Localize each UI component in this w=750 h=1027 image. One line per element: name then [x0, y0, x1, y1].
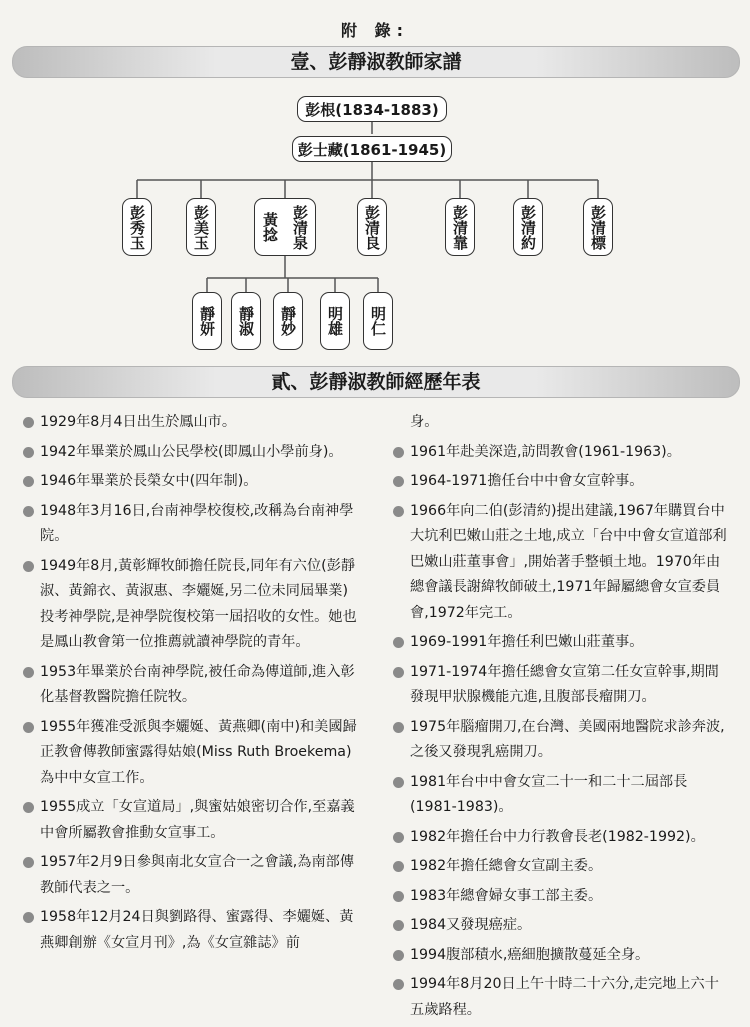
- timeline-item: 1964-1971擔任台中中會女宣幹事。: [392, 469, 732, 495]
- timeline-item: 1929年8月4日出生於鳳山市。: [22, 410, 362, 436]
- timeline-item: 1994年8月20日上午十時二十六分,走完地上六十五歲路程。: [392, 972, 732, 1023]
- timeline-item: 1961年赴美深造,訪問教會(1961-1963)。: [392, 440, 732, 466]
- timeline-item: 1982年擔任台中力行教會長老(1982-1992)。: [392, 825, 732, 851]
- timeline-item: 1984又發現癌症。: [392, 913, 732, 939]
- timeline-item: 1966年向二伯(彭清約)提出建議,1967年購買台中大坑利巴嫩山莊之土地,成立「台中中會女宣道部利巴嫩山莊董事會」,開始著手整頓土地。1970年由總會議長謝緯牧師破土,1971年歸屬總會女宣委員會,1972年完工。: [392, 499, 732, 627]
- tree-node-root: 彭根(1834-1883): [297, 96, 447, 122]
- tree-node-child: 彭清約: [513, 198, 543, 256]
- tree-node-grandchild: 明仁: [363, 292, 393, 350]
- appendix-heading: 附 錄:: [341, 21, 409, 40]
- family-tree-title: 壹、彭靜淑教師家譜: [12, 46, 740, 78]
- timeline-item: 1958年12月24日與劉路得、蜜露得、李孋娫、黃燕卿創辦《女宣月刊》,為《女宣雜誌》前: [22, 905, 362, 956]
- timeline-continuation: 身。: [410, 414, 439, 430]
- timeline-item: 1953年畢業於台南神學院,被任命為傳道師,進入彰化基督教醫院擔任院牧。: [22, 660, 362, 711]
- timeline-item: 1981年台中中會女宣二十一和二十二屆部長(1981-1983)。: [392, 770, 732, 821]
- timeline-item: 1942年畢業於鳳山公民學校(即鳳山小學前身)。: [22, 440, 362, 466]
- tree-node-grandchild: 靜妙: [273, 292, 303, 350]
- timeline-item: 1949年8月,黃彰輝牧師擔任院長,同年有六位(彭靜淑、黃錦衣、黃淑惠、李孋娫,另二位未同屆畢業)投考神學院,是神學院復校第一屆招收的女性。她也是鳳山教會第一位推薦就讀神學院的青年。: [22, 554, 362, 656]
- timeline-item: 1975年腦瘤開刀,在台灣、美國兩地醫院求診奔波,之後又發現乳癌開刀。: [392, 715, 732, 766]
- timeline-item: 1969-1991年擔任利巴嫩山莊董事。: [392, 630, 732, 656]
- timeline-item: 1957年2月9日參與南北女宣合一之會議,為南部傳教師代表之一。: [22, 850, 362, 901]
- tree-node-couple: [254, 198, 316, 256]
- tree-node-child: 彭清良: [357, 198, 387, 256]
- timeline-right-column: [392, 410, 732, 1027]
- tree-node-grandchild: 明雄: [320, 292, 350, 350]
- tree-node-second: 彭士藏(1861-1945): [292, 136, 452, 162]
- timeline-item: 1946年畢業於長榮女中(四年制)。: [22, 469, 362, 495]
- tree-node-child: 彭清靠: [445, 198, 475, 256]
- tree-node-grandchild: 靜淑: [231, 292, 261, 350]
- timeline-item: 1948年3月16日,台南神學校復校,改稱為台南神學院。: [22, 499, 362, 550]
- tree-node-child: 彭美玉: [186, 198, 216, 256]
- timeline-title: 貳、彭靜淑教師經歷年表: [12, 366, 740, 398]
- timeline-item: 1955年獲准受派與李孋娫、黃燕卿(南中)和美國歸正教會傳教師蜜露得姑娘(Miss Ruth Broekema)為中中女宣工作。: [22, 715, 362, 792]
- timeline-item: 1955成立「女宣道局」,與蜜姑娘密切合作,至嘉義中會所屬教會推動女宣事工。: [22, 795, 362, 846]
- tree-node-child: 彭秀玉: [122, 198, 152, 256]
- timeline-item: 1971-1974年擔任總會女宣第二任女宣幹事,期間發現甲狀腺機能亢進,且腹部長瘤開刀。: [392, 660, 732, 711]
- tree-node-child: 彭清泉: [291, 204, 309, 250]
- family-tree: [0, 0, 750, 360]
- timeline-left-column: [22, 410, 362, 960]
- tree-node-spouse: 黃捻: [261, 212, 279, 242]
- timeline-item: 1983年總會婦女事工部主委。: [392, 884, 732, 910]
- timeline-item: 1994腹部積水,癌細胞擴散蔓延全身。: [392, 943, 732, 969]
- tree-node-grandchild: 靜妍: [192, 292, 222, 350]
- timeline-item: 1982年擔任總會女宣副主委。: [392, 854, 732, 880]
- tree-node-child: 彭清標: [583, 198, 613, 256]
